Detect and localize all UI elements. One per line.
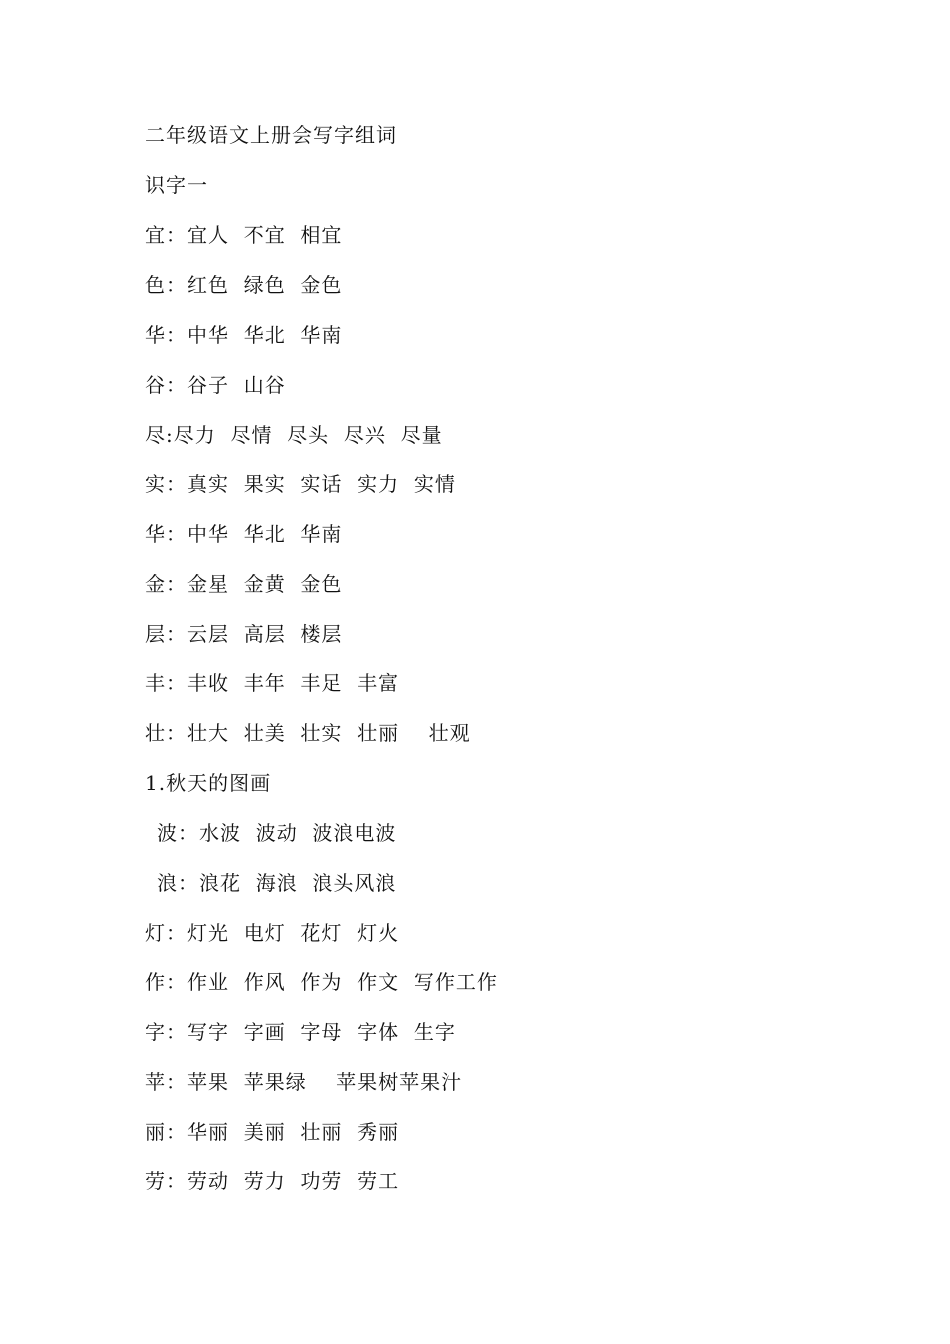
word-line: 色：红色 绿色 金色: [145, 273, 343, 297]
word-line: 宜：宜人 不宜 相宜: [145, 223, 343, 247]
document-title: 二年级语文上册会写字组词: [145, 123, 397, 147]
word-line: 劳：劳动 劳力 功劳 劳工: [145, 1169, 400, 1193]
word-line: 苹：苹果 苹果绿 苹果树苹果汁: [145, 1070, 463, 1094]
section-heading: 识字一: [145, 173, 208, 197]
word-line: 浪：浪花 海浪 浪头风浪: [157, 871, 397, 895]
section-heading: 1.秋天的图画: [145, 771, 272, 795]
word-line: 华：中华 华北 华南: [145, 323, 343, 347]
word-line: 壮：壮大 壮美 壮实 壮丽 壮观: [145, 721, 471, 745]
word-line: 实：真实 果实 实话 实力 实情: [145, 472, 456, 496]
word-line: 作：作业 作风 作为 作文 写作工作: [145, 970, 498, 994]
word-line: 灯：灯光 电灯 花灯 灯火: [145, 921, 400, 945]
word-line: 华：中华 华北 华南: [145, 522, 343, 546]
word-line: 丰：丰收 丰年 丰足 丰富: [145, 671, 400, 695]
word-line: 层：云层 高层 楼层: [145, 622, 343, 646]
word-line: 尽:尽力 尽情 尽头 尽兴 尽量: [145, 423, 443, 447]
word-line: 波：水波 波动 波浪电波: [157, 821, 397, 845]
word-line: 金：金星 金黄 金色: [145, 572, 343, 596]
word-line: 丽：华丽 美丽 壮丽 秀丽: [145, 1120, 400, 1144]
word-line: 字：写字 字画 字母 字体 生字: [145, 1020, 456, 1044]
word-line: 谷：谷子 山谷: [145, 373, 286, 397]
